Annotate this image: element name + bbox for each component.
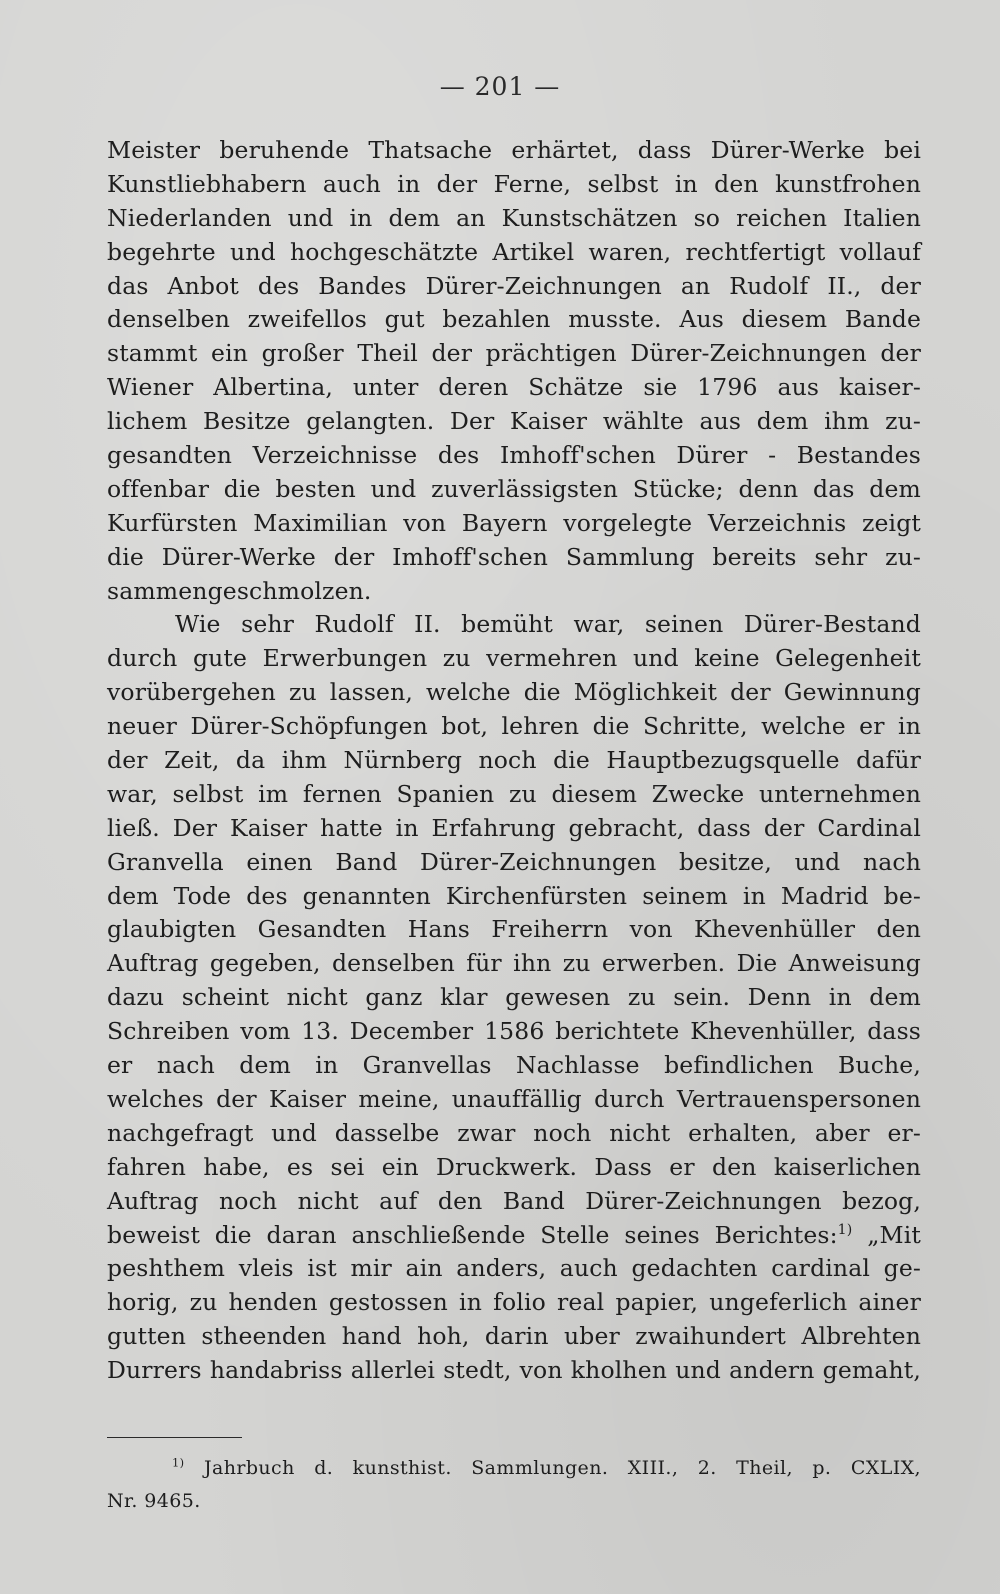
text-line: Meister beruhende Thatsache erhärtet, dass Dürer-Werke bei: [107, 136, 921, 164]
text-line: dem Tode des genannten Kirchenfürsten seinem in Madrid be-: [107, 881, 921, 910]
text-line-paragraph-end: sammengeschmolzen.: [107, 576, 372, 605]
text-line: Auftrag noch nicht auf den Band Dürer-Zeichnungen bezog,: [107, 1186, 921, 1215]
text-line: Kunstliebhabern auch in der Ferne, selbst in den kunstfrohen: [107, 169, 921, 198]
text-line: Wiener Albertina, unter deren Schätze sie 1796 aus kaiser-: [107, 373, 921, 402]
text-line: Granvella einen Band Dürer-Zeichnungen besitze, und nach: [107, 847, 921, 876]
text-line: offenbar die besten und zuverlässigsten Stücke; denn das dem: [107, 474, 921, 503]
footnote-text: Jahrbuch d. kunsthist. Sammlungen. XIII., 2. Theil, p. CXLIX,: [184, 1457, 921, 1479]
text-line: die Dürer-Werke der Imhoff'schen Sammlung bereits sehr zu-: [107, 542, 921, 571]
text-line: fahren habe, es sei ein Druckwerk. Dass er den kaiserlichen: [107, 1152, 921, 1181]
text-line: neuer Dürer-Schöpfungen bot, lehren die Schritte, welche er in: [107, 712, 921, 741]
footnote: [107, 1452, 921, 1518]
quote-opening: „Mit: [852, 1220, 922, 1249]
text-line: ließ. Der Kaiser hatte in Erfahrung gebracht, dass der Cardinal: [107, 813, 921, 842]
footnote-marker: 1): [172, 1455, 185, 1470]
text-line: war, selbst im fernen Spanien zu diesem Zwecke unternehmen: [107, 779, 921, 808]
text-line-with-reference: [107, 1219, 921, 1253]
text-line: stammt ein großer Theil der prächtigen Dürer-Zeichnungen der: [107, 339, 921, 368]
text-line: welches der Kaiser meine, unauffällig durch Vertrauenspersonen: [107, 1084, 921, 1113]
footnote-line: Nr. 9465.: [107, 1490, 201, 1512]
text-line: vorübergehen zu lassen, welche die Möglichkeit der Gewinnung: [107, 678, 921, 707]
text-line: denselben zweifellos gut bezahlen musste. Aus diesem Bande: [107, 305, 921, 334]
text-line: peshthem vleis ist mir ain anders, auch gedachten cardinal ge-: [107, 1254, 921, 1283]
text-line: Kurfürsten Maximilian von Bayern vorgelegte Verzeichnis zeigt: [107, 508, 921, 537]
text-line: horig, zu henden gestossen in folio real papier, ungeferlich ainer: [107, 1288, 921, 1317]
text-line: Niederlanden und in dem an Kunstschätzen so reichen Italien: [107, 203, 921, 232]
page-number: — 201 —: [439, 72, 561, 101]
text-line: das Anbot des Bandes Dürer-Zeichnungen an Rudolf II., der: [107, 271, 921, 300]
text-line: glaubigten Gesandten Hans Freiherrn von Khevenhüller den: [107, 915, 921, 944]
text-line: durch gute Erwerbungen zu vermehren und keine Gelegenheit: [107, 644, 921, 673]
text-line: nachgefragt und dasselbe zwar noch nicht erhalten, aber er-: [107, 1118, 921, 1147]
footnote-line: [107, 1452, 921, 1485]
text-line: gutten stheenden hand hoh, darin uber zwaihundert Albrehten: [107, 1322, 921, 1351]
text-line: Schreiben vom 13. December 1586 berichtete Khevenhüller, dass: [107, 1017, 921, 1046]
text-segment: beweist die daran anschließende Stelle seines Berichtes:: [107, 1220, 838, 1249]
text-line: gesandten Verzeichnisse des Imhoff'schen Dürer - Bestandes: [107, 441, 921, 470]
footnote-divider: [107, 1437, 242, 1438]
body-text: [107, 134, 921, 1388]
text-line-paragraph-start: Wie sehr Rudolf II. bemüht war, seinen Dürer-Bestand: [175, 610, 921, 639]
text-line: lichem Besitze gelangten. Der Kaiser wählte aus dem ihm zu-: [107, 407, 921, 436]
text-line: er nach dem in Granvellas Nachlasse befindlichen Buche,: [107, 1051, 921, 1080]
text-line: begehrte und hochgeschätzte Artikel waren, rechtfertigt vollauf: [107, 237, 921, 266]
text-line: der Zeit, da ihm Nürnberg noch die Hauptbezugsquelle dafür: [107, 746, 921, 775]
text-line: dazu scheint nicht ganz klar gewesen zu sein. Denn in dem: [107, 983, 921, 1012]
text-line: Auftrag gegeben, denselben für ihn zu erwerben. Die Anweisung: [107, 949, 921, 978]
footnote-reference: 1): [837, 1221, 853, 1238]
text-line: Durrers handabriss allerlei stedt, von kholhen und andern gemaht,: [107, 1356, 921, 1385]
